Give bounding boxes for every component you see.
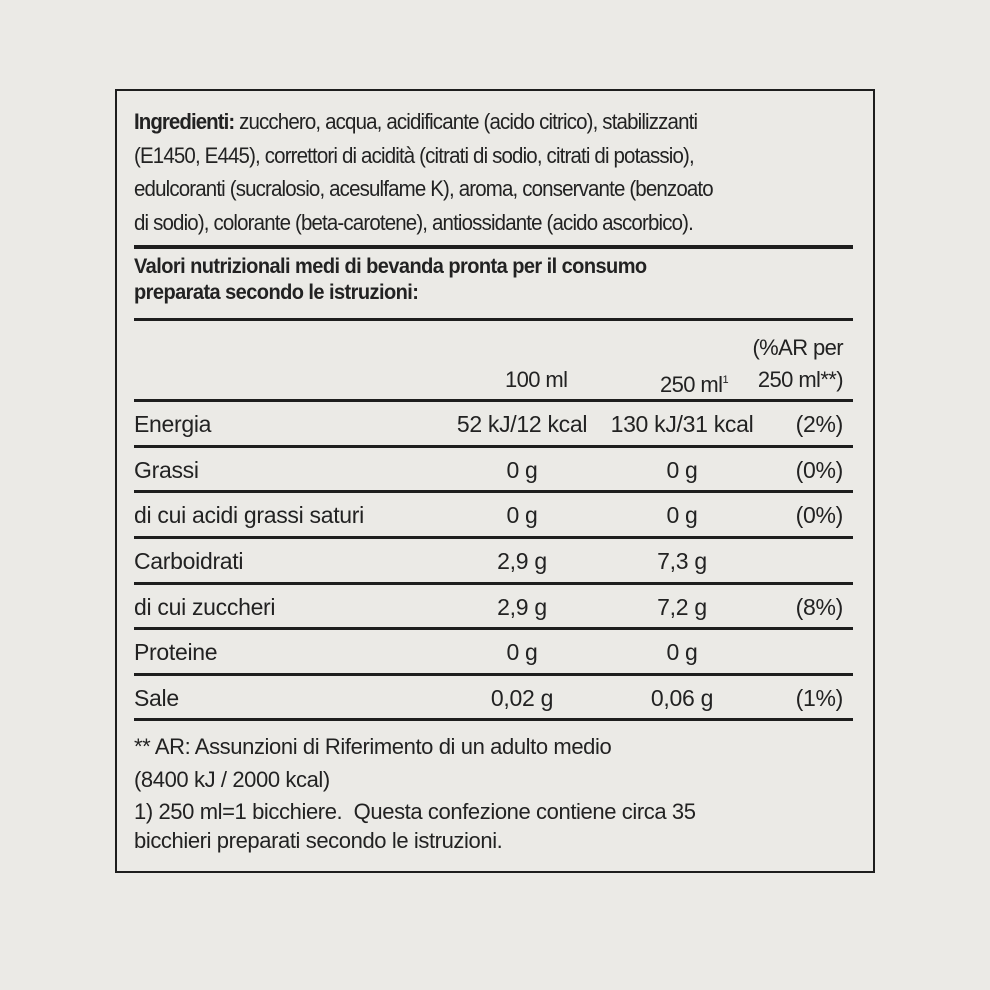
footnote-line-1: ** AR: Assunzioni di Riferimento di un adulto medio — [134, 734, 612, 759]
row-label: Proteine — [134, 639, 218, 665]
ingredients-line-3: edulcoranti (sucralosio, acesulfame K), aroma, conservante (benzoato — [134, 176, 713, 201]
value-text: 2,9 g — [497, 548, 547, 574]
divider-rule — [134, 718, 853, 721]
nutrition-label-box — [115, 89, 875, 873]
table-row-grassi — [134, 448, 853, 491]
divider-rule — [134, 318, 853, 321]
table-row-carboidrati — [134, 539, 853, 582]
column-header-ar — [752, 332, 843, 396]
table-row-saturi — [134, 493, 853, 536]
ingredients-label: Ingredienti: — [134, 109, 235, 134]
table-row-zuccheri — [134, 585, 853, 628]
column-header-250ml — [660, 364, 729, 401]
column-header-100ml: 100 ml — [505, 367, 568, 392]
value-text: 0 g — [666, 457, 698, 483]
value-text: 0 g — [506, 502, 538, 528]
value-text: 130 kJ/31 kcal — [610, 411, 754, 437]
value-text: 2,9 g — [497, 594, 547, 620]
divider-rule — [134, 245, 853, 249]
footnotes — [134, 731, 696, 857]
value-text: 0,02 g — [490, 685, 554, 711]
footnote-marker: 1 — [722, 374, 729, 386]
value-text: 7,2 g — [657, 594, 707, 620]
row-value-ar: (8%) — [795, 594, 843, 620]
ingredients-line-text: zucchero, acqua, acidificante (acido citrico), stabilizzanti — [234, 109, 698, 134]
footnote-line-4: bicchieri preparati secondo le istruzioni. — [134, 828, 503, 853]
row-value-ar: (0%) — [795, 502, 843, 528]
row-label: Grassi — [134, 457, 199, 483]
row-label: Energia — [134, 411, 212, 437]
nutrition-heading-line-2: preparata secondo le istruzioni: — [134, 280, 419, 304]
ingredients-line-2: (E1450, E445), correttori di acidità (citrati di sodio, citrati di potassio), — [134, 142, 694, 168]
row-value-ar: (2%) — [795, 411, 843, 437]
row-value-ar: (0%) — [795, 457, 843, 483]
column-header-ar-line-1: (%AR per — [752, 335, 843, 360]
value-text: 7,3 g — [657, 548, 707, 574]
table-row-energia — [134, 402, 853, 445]
ingredients-text — [134, 105, 813, 239]
column-header-ar-line-2: 250 ml**) — [757, 367, 843, 392]
footnote-line-3: 1) 250 ml=1 bicchiere. Questa confezione contiene circa 35 — [134, 799, 696, 824]
column-header-250ml-text: 250 ml — [660, 372, 723, 397]
footnote-line-2: (8400 kJ / 2000 kcal) — [134, 767, 330, 792]
row-label: di cui acidi grassi saturi — [134, 502, 364, 528]
table-row-proteine — [134, 630, 853, 673]
value-text: 0,06 g — [650, 685, 714, 711]
value-text: 52 kJ/12 kcal — [456, 411, 588, 437]
row-label: di cui zuccheri — [134, 594, 276, 620]
value-text: 0 g — [666, 639, 698, 665]
nutrition-heading-line-1: Valori nutrizionali medi di bevanda pronta per il consumo — [134, 254, 647, 278]
value-text: 0 g — [506, 639, 538, 665]
row-value-ar: (1%) — [795, 685, 843, 711]
ingredients-line-1 — [134, 105, 813, 139]
label-content — [134, 91, 853, 871]
value-text: 0 g — [506, 457, 538, 483]
table-row-sale — [134, 676, 853, 719]
value-text: 0 g — [666, 502, 698, 528]
row-label: Carboidrati — [134, 548, 244, 574]
ingredients-line-4: di sodio), colorante (beta-carotene), antiossidante (acido ascorbico). — [134, 209, 693, 235]
nutrition-heading — [134, 253, 647, 305]
row-label: Sale — [134, 685, 179, 711]
